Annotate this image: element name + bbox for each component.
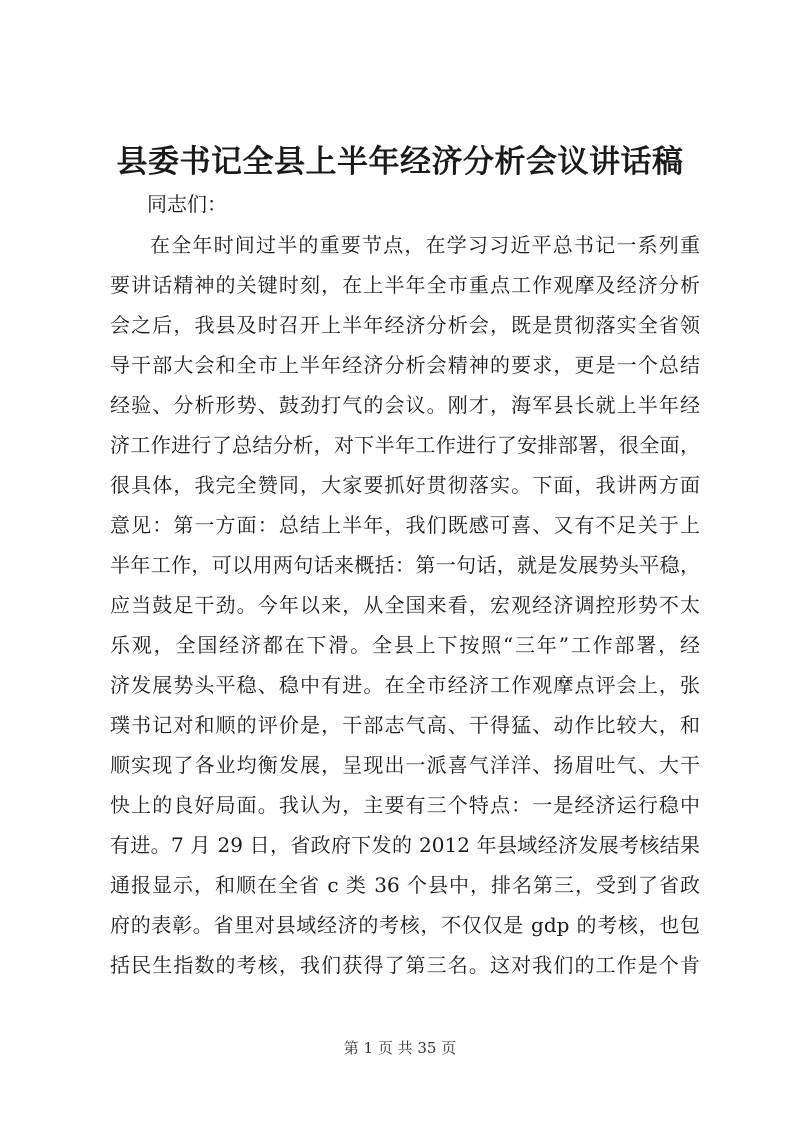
body-line: 经验、分析形势、鼓劲打气的会议。刚才，海军县长就上半年经: [110, 393, 700, 417]
body-line: 有进。7 月 29 日，省政府下发的 2012 年县域经济发展考核结果: [110, 833, 700, 857]
body-line: 快上的良好局面。我认为，主要有三个特点：一是经济运行稳中: [110, 793, 700, 817]
document-title: 县委书记全县上半年经济分析会议讲话稿: [116, 144, 684, 180]
body-line: 通报显示，和顺在全省 c 类 36 个县中，排名第三，受到了省政: [110, 873, 700, 897]
body-line: 导干部大会和全市上半年经济分析会精神的要求，更是一个总结: [110, 353, 700, 377]
body-line: 璞书记对和顺的评价是，干部志气高、干得猛、动作比较大，和: [110, 713, 700, 737]
body-line: 顺实现了各业均衡发展，呈现出一派喜气洋洋、扬眉吐气、大干: [110, 753, 700, 777]
salutation: 同志们：: [147, 192, 227, 216]
body-line: 在全年时间过半的重要节点，在学习习近平总书记一系列重: [150, 233, 700, 257]
body-line: 乐观，全国经济都在下滑。全县上下按照“三年”工作部署，经: [110, 633, 700, 657]
body-line: 半年工作，可以用两句话来概括：第一句话，就是发展势头平稳，: [110, 553, 700, 577]
body-line: 济发展势头平稳、稳中有进。在全市经济工作观摩点评会上，张: [110, 673, 700, 697]
body-line: 意见：第一方面：总结上半年，我们既感可喜、又有不足关于上: [110, 513, 700, 537]
body-paragraph: [110, 225, 700, 985]
body-line: 很具体，我完全赞同，大家要抓好贯彻落实。下面，我讲两方面: [110, 473, 700, 497]
body-line: 要讲话精神的关键时刻，在上半年全市重点工作观摩及经济分析: [110, 273, 700, 297]
body-line: 应当鼓足干劲。今年以来，从全国来看，宏观经济调控形势不太: [110, 593, 700, 617]
body-line: 会之后，我县及时召开上半年经济分析会，既是贯彻落实全省领: [110, 313, 700, 337]
page-number-footer: 第 1 页 共 35 页: [343, 1039, 457, 1057]
body-line: 济工作进行了总结分析，对下半年工作进行了安排部署，很全面，: [110, 433, 700, 457]
body-line: 府的表彰。省里对县域经济的考核，不仅仅是 gdp 的考核，也包: [110, 913, 700, 937]
body-line: 括民生指数的考核，我们获得了第三名。这对我们的工作是个肯: [110, 953, 700, 977]
